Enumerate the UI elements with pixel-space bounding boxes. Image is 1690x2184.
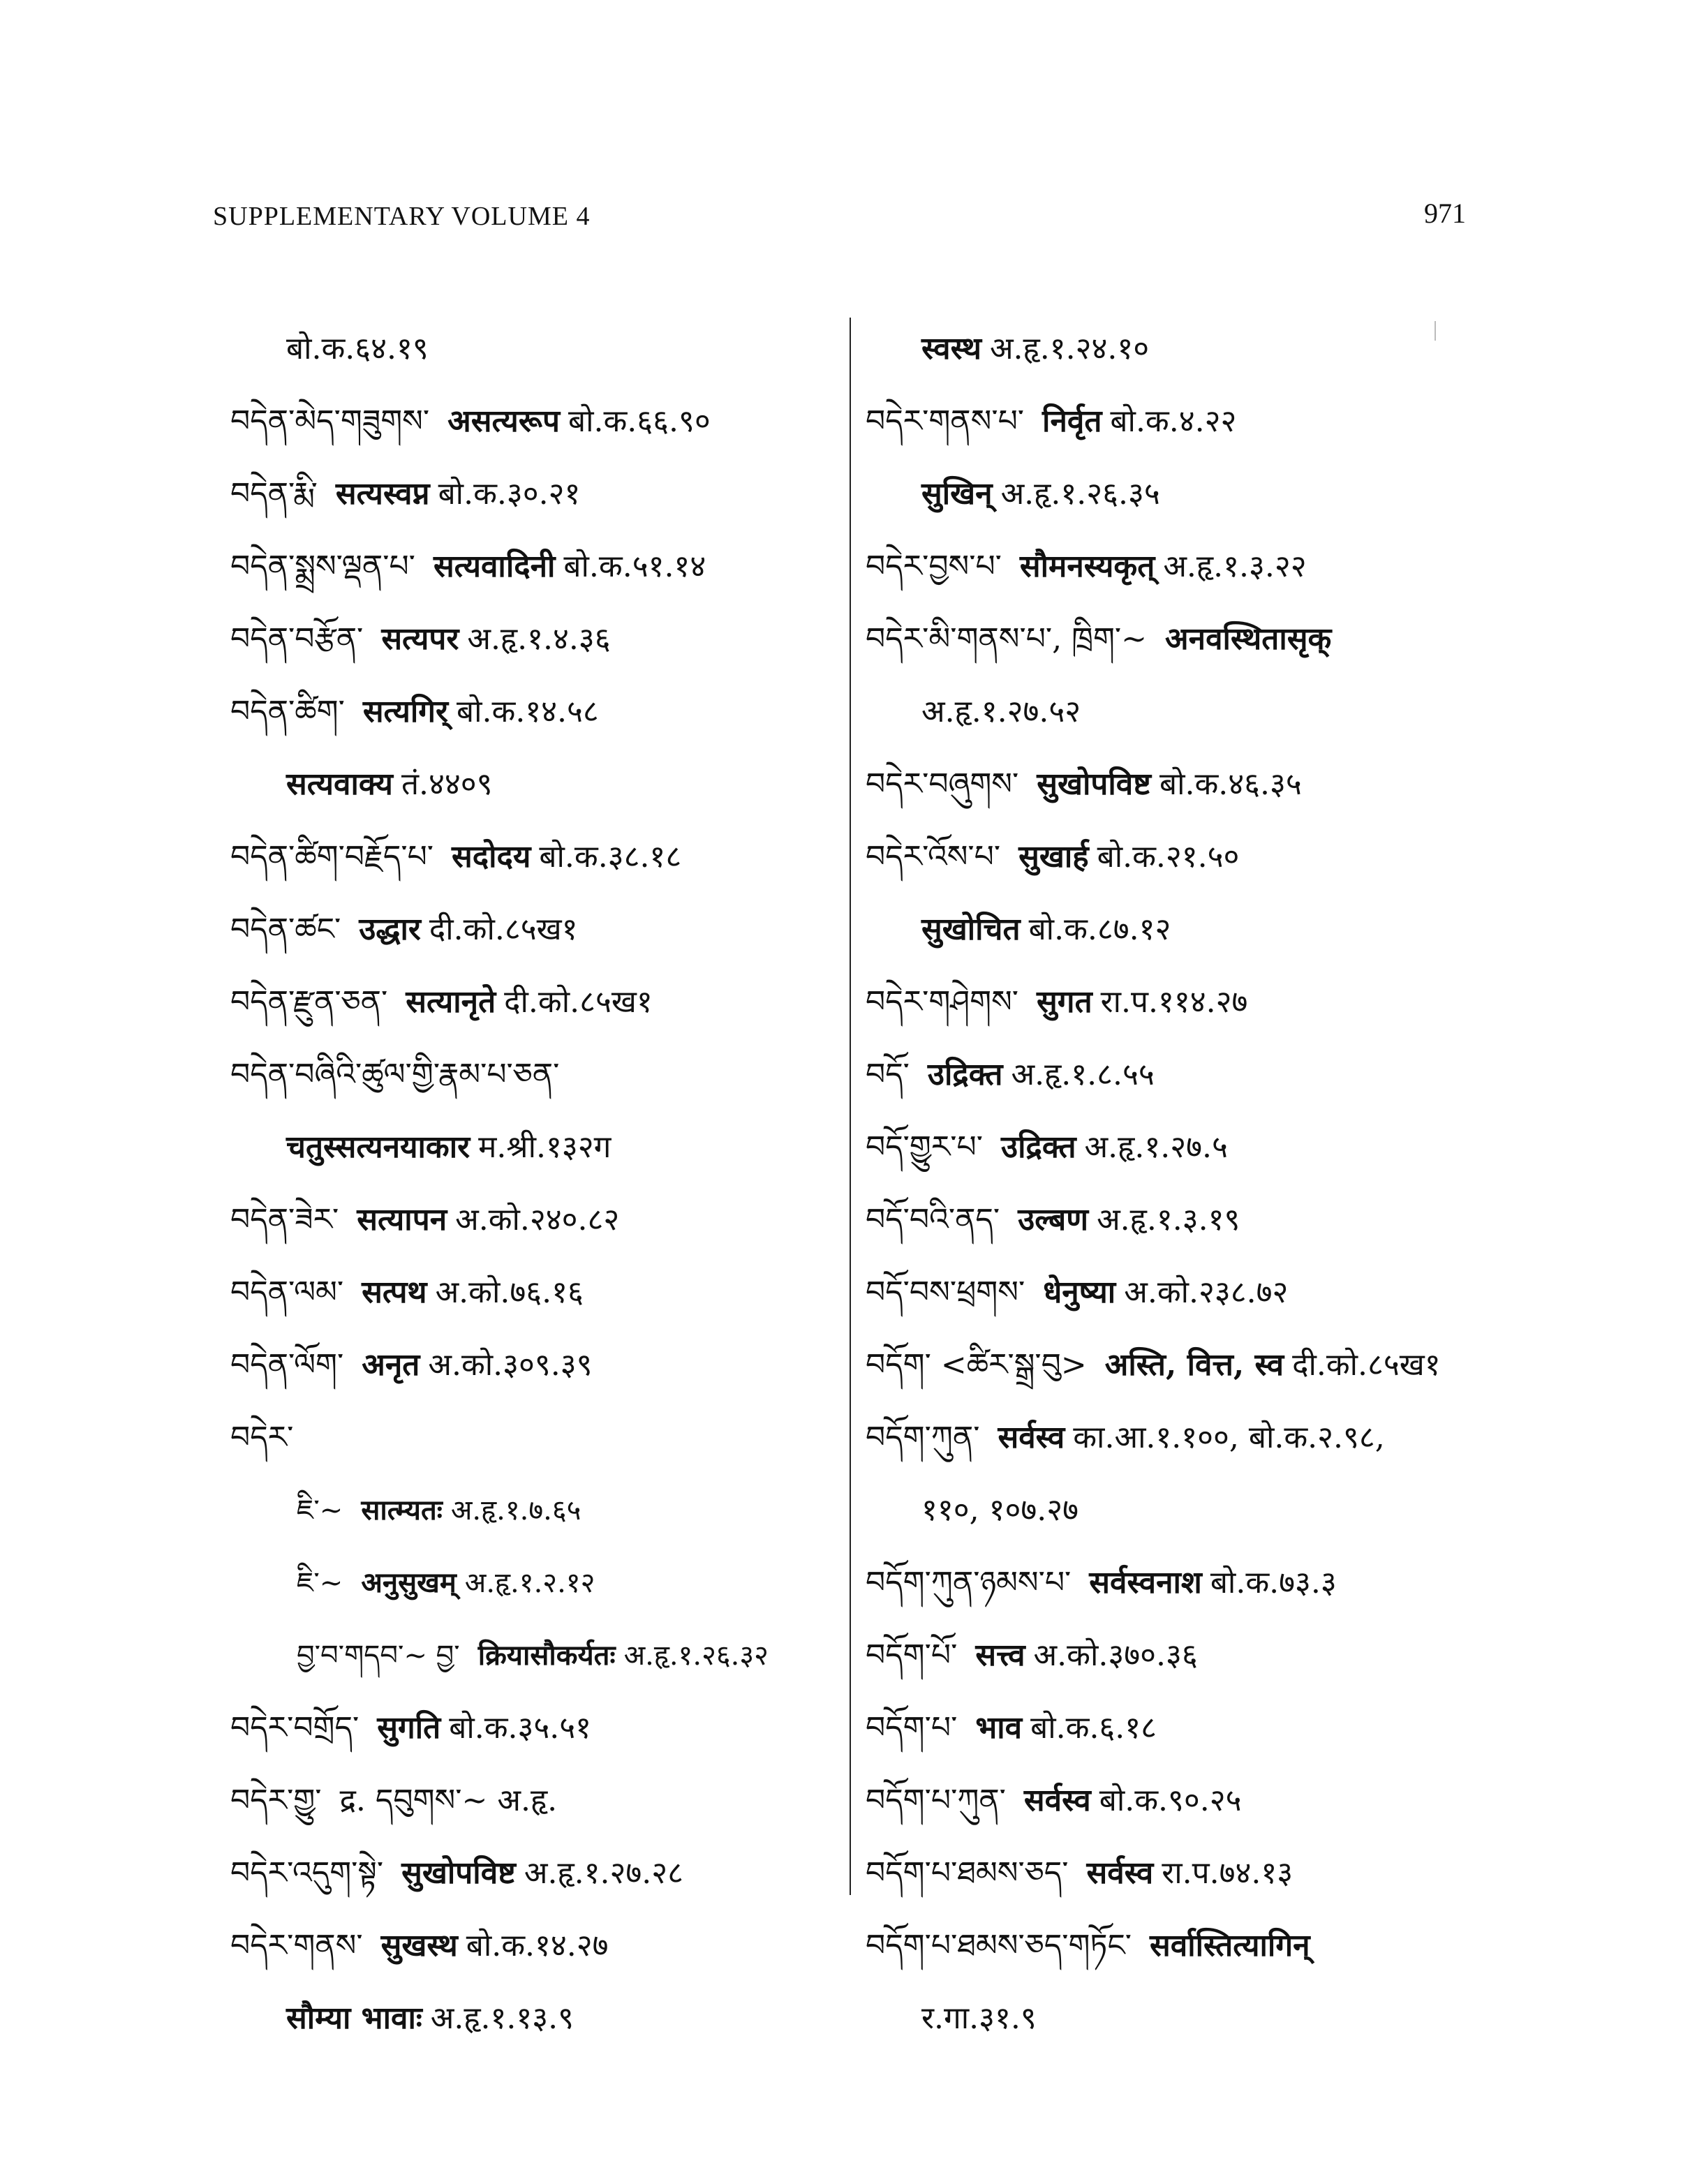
sanskrit-equivalent: धेनुष्या (1043, 1275, 1116, 1310)
source-reference: अ.हृ.१.२६.३२ (623, 1640, 769, 1672)
sanskrit-equivalent: सत्यगिर् (362, 694, 449, 729)
dictionary-entry (230, 1910, 859, 1982)
tibetan-headword: བདོག་པ་ཐམས་ཅད་ (866, 1855, 1069, 1891)
tibetan-headword: བདེར་གྱུ་ (230, 1783, 322, 1818)
source-reference: अ.हृ.१.२७.५२ (921, 694, 1081, 729)
sanskrit-equivalent: सत्यानृते (406, 984, 496, 1020)
source-reference: बो.क.३८.१८ (539, 839, 682, 875)
dictionary-entry (866, 1039, 1494, 1111)
sanskrit-equivalent: सुखोपविष्ट (1037, 766, 1151, 802)
source-reference: द्र. དབུགས་~ अ.हृ. (339, 1783, 558, 1818)
sanskrit-equivalent: स्वस्थ (921, 331, 981, 366)
dictionary-entry (866, 748, 1494, 821)
source-reference: बो.क.६६.९० (568, 403, 711, 439)
source-reference: बो.क.१४.२७ (466, 1928, 609, 1963)
tibetan-headword: བདེར་གནས་ (230, 1928, 363, 1963)
dictionary-entry (230, 966, 859, 1039)
tibetan-headword: བདོག་པ་ཀུན་ (866, 1783, 1006, 1818)
sanskrit-equivalent: भाव (975, 1710, 1023, 1746)
sanskrit-equivalent: सर्वस्व (1086, 1855, 1154, 1891)
running-header: SUPPLEMENTARY VOLUME 4 (213, 202, 591, 231)
source-reference: अ.को.७६.१६ (435, 1275, 584, 1310)
tibetan-headword: བདེར་གཤེགས་ (866, 984, 1019, 1020)
source-reference: बो.क.४६.३५ (1159, 766, 1302, 802)
dictionary-entry (866, 1184, 1494, 1256)
dictionary-entry (866, 966, 1494, 1039)
sanskrit-equivalent: सुखिन् (921, 476, 993, 512)
dictionary-entry (230, 1329, 859, 1402)
tibetan-headword: བདོག་ཀུན་ཉམས་པ་ (866, 1565, 1072, 1600)
left-column (230, 313, 859, 2055)
sanskrit-equivalent: सुगति (377, 1710, 441, 1746)
dictionary-entry (230, 1982, 859, 2055)
sanskrit-equivalent: अनृत (362, 1347, 420, 1383)
source-reference: अ.हृ.१.२४.१० (989, 331, 1150, 366)
tibetan-headword: བདེར་འོས་པ་ (866, 839, 1001, 875)
dictionary-entry (866, 821, 1494, 893)
source-reference: रा.प.११४.२७ (1100, 984, 1248, 1020)
source-reference: अ.हृ.१.२.१२ (464, 1567, 595, 1599)
sanskrit-equivalent: उद्रिक्त (1001, 1129, 1076, 1165)
source-reference: अ.को.२४०.८२ (455, 1202, 620, 1238)
source-reference: बो.क.८७.१२ (1028, 912, 1171, 947)
tibetan-headword: བདེར་བཞུགས་ (866, 766, 1019, 802)
tibetan-headword: བདེན་རྫུན་ཅན་ (230, 984, 388, 1020)
source-reference: दी.को.८५ख१ (429, 912, 578, 947)
source-reference: बो.क.९०.२५ (1099, 1783, 1242, 1818)
sanskrit-equivalent: अनवस्थितासृक् (1165, 621, 1332, 657)
source-reference: बो.क.३५.५१ (449, 1710, 592, 1746)
sanskrit-equivalent: असत्यरूप (447, 403, 560, 439)
tibetan-headword: བདེར་མི་གནས་པ་, ཁྲིག་~ (866, 621, 1148, 657)
dictionary-entry (866, 1765, 1494, 1837)
dictionary-entry (230, 385, 859, 458)
tibetan-headword: བདེན་ཚིག་བརྗོད་པ་ (230, 839, 434, 875)
sanskrit-equivalent: चतुस्सत्यनयाकार (286, 1129, 470, 1165)
dictionary-entry (866, 1837, 1494, 1910)
source-reference: का.आ.१.१००, बो.क.२.९८, (1073, 1420, 1385, 1455)
tibetan-headword: བདོག་ <ཚིར་སྒྲ་བུ> (866, 1347, 1087, 1383)
sanskrit-equivalent: सदोदय (452, 839, 531, 875)
tibetan-headword: ཇི་~ (297, 1494, 343, 1526)
dictionary-entry (230, 458, 859, 530)
source-reference: अ.को.३०९.३९ (428, 1347, 593, 1383)
tibetan-headword: བདེན་ལོག་ (230, 1347, 344, 1383)
tibetan-headword: བདེན་ཟེར་ (230, 1202, 339, 1238)
dictionary-entry (866, 458, 1494, 530)
dictionary-entry (866, 893, 1494, 966)
tibetan-headword: བྱ་བ་གདབ་~ བྱ་ (297, 1640, 460, 1672)
right-column (866, 313, 1494, 2055)
dictionary-entry (230, 1402, 859, 1474)
sanskrit-equivalent: उद्रिक्त (927, 1057, 1003, 1092)
source-reference: अ.हृ.१.२७.५ (1084, 1129, 1228, 1165)
tibetan-headword: བདོ་གྱུར་པ་ (866, 1129, 983, 1165)
tibetan-headword: བདོག་པ་ (866, 1710, 958, 1746)
source-reference: बो.क.६.१८ (1030, 1710, 1157, 1746)
dictionary-entry (866, 1329, 1494, 1402)
source-reference: बो.क.६४.१९ (286, 331, 429, 366)
tibetan-headword: ཇི་~ (297, 1567, 343, 1599)
column-divider (850, 318, 851, 1895)
dictionary-entry (866, 1692, 1494, 1765)
tibetan-headword: བདེན་ལམ་ (230, 1275, 344, 1310)
dictionary-entry (230, 676, 859, 748)
sanskrit-equivalent: अस्ति, वित्त, स्व (1104, 1347, 1284, 1383)
sanskrit-equivalent: सत्पथ (362, 1275, 427, 1310)
tibetan-headword: བདེན་བཞིའི་ཚུལ་གྱི་རྣམ་པ་ཅན་ (230, 1057, 560, 1092)
sanskrit-equivalent: सुगत (1037, 984, 1092, 1020)
sanskrit-equivalent: सुखोपविष्ट (401, 1855, 516, 1891)
source-reference: अ.को.३७०.३६ (1033, 1637, 1198, 1673)
dictionary-entry (866, 1619, 1494, 1692)
tibetan-headword: བདེར་ (230, 1420, 294, 1455)
dictionary-entry (230, 1039, 859, 1111)
dictionary-entry (230, 1256, 859, 1329)
source-reference: म.श्री.१३२ग (478, 1129, 611, 1165)
sanskrit-equivalent: सत्यवादिनी (433, 549, 556, 584)
tibetan-headword: བདེར་བགྲོད་ (230, 1710, 360, 1746)
tibetan-headword: བདོག་ཀུན་ (866, 1420, 980, 1455)
dictionary-entry (866, 530, 1494, 603)
dictionary-entry (866, 1111, 1494, 1184)
dictionary-entry (230, 1765, 859, 1837)
dictionary-entry (866, 1910, 1494, 1982)
sanskrit-equivalent: सर्वास्तित्यागिन् (1150, 1928, 1310, 1963)
tibetan-headword: བདེན་སྨྲས་ལྡན་པ་ (230, 549, 415, 584)
source-reference: अ.हृ.१.४.३६ (467, 621, 611, 657)
source-reference: तं.४४०९ (401, 766, 493, 802)
dictionary-entry (230, 1547, 859, 1619)
dictionary-entry (230, 748, 859, 821)
sanskrit-equivalent: सर्वस्व (1023, 1783, 1091, 1818)
dictionary-entry (230, 313, 859, 385)
tibetan-headword: བདེར་གནས་པ་ (866, 403, 1025, 439)
dictionary-entry (230, 1184, 859, 1256)
dictionary-entry (866, 1402, 1494, 1474)
source-reference: दी.को.८५ख१ (504, 984, 653, 1020)
sanskrit-equivalent: क्रियासौकर्यतः (477, 1639, 616, 1672)
source-reference: अ.हृ.१.७.६५ (450, 1494, 581, 1526)
dictionary-entry (866, 1982, 1494, 2055)
dictionary-entry (230, 1837, 859, 1910)
sanskrit-equivalent: सौमनस्यकृत् (1019, 549, 1155, 584)
dictionary-entry (866, 603, 1494, 676)
dictionary-entry (230, 530, 859, 603)
sanskrit-equivalent: सर्वस्व (998, 1420, 1065, 1455)
source-reference: बो.क.५१.१४ (563, 549, 706, 584)
sanskrit-equivalent: सत्यपर (381, 621, 459, 657)
sanskrit-equivalent: सौम्या भावाः (286, 2000, 422, 2036)
dictionary-entry (230, 1474, 859, 1547)
dictionary-entry (866, 1256, 1494, 1329)
tibetan-headword: བདོག་པ་ཐམས་ཅད་གཏོང་ (866, 1928, 1132, 1963)
sanskrit-equivalent: अनुसुखम् (361, 1566, 457, 1599)
source-reference: बो.क.३०.२१ (438, 476, 581, 512)
tibetan-headword: བདེར་བྱས་པ་ (866, 549, 1002, 584)
sanskrit-equivalent: सत्त्व (975, 1637, 1025, 1673)
tibetan-headword: བདོག་པོ་ (866, 1637, 958, 1673)
dictionary-entry (866, 1547, 1494, 1619)
sanskrit-equivalent: सत्यस्वप्न (335, 476, 430, 512)
source-reference: बो.क.४.२२ (1110, 403, 1237, 439)
tibetan-headword: བདེན་རྨི་ (230, 476, 318, 512)
dictionary-entry (230, 1111, 859, 1184)
source-reference: अ.हृ.१.२६.३५ (1000, 476, 1160, 512)
source-reference: बो.क.७३.३ (1210, 1565, 1337, 1600)
tibetan-headword: བདེན་ཚང་ (230, 912, 341, 947)
tibetan-headword: བདེར་འདུག་སྟེ་ (230, 1855, 384, 1891)
source-reference: अ.हृ.१.१३.९ (430, 2000, 575, 2036)
sanskrit-equivalent: सर्वस्वनाश (1089, 1565, 1202, 1600)
dictionary-entry (230, 821, 859, 893)
dictionary-entry (866, 1474, 1494, 1547)
source-reference: अ.हृ.१.२७.२८ (524, 1855, 684, 1891)
source-reference: अ.हृ.१.३.२२ (1163, 549, 1307, 584)
source-reference: रा.प.७४.१३ (1162, 1855, 1294, 1891)
tibetan-headword: བདོ་ (866, 1057, 910, 1092)
sanskrit-equivalent: सात्म्यतः (361, 1494, 443, 1526)
source-reference: दी.को.८५ख१ (1292, 1347, 1441, 1383)
dictionary-entry (866, 385, 1494, 458)
sanskrit-equivalent: उल्बण (1018, 1202, 1089, 1238)
source-reference: अ.को.२३८.७२ (1124, 1275, 1289, 1310)
sanskrit-equivalent: सुखार्ह (1018, 839, 1089, 875)
tibetan-headword: བདེན་མེད་གཟུགས་ (230, 403, 430, 439)
sanskrit-equivalent: सत्यापन (357, 1202, 447, 1238)
dictionary-entry (866, 676, 1494, 748)
source-reference: र.गा.३१.९ (921, 2000, 1037, 2036)
sanskrit-equivalent: सुखस्थ (380, 1928, 458, 1963)
source-reference: अ.हृ.१.८.५५ (1011, 1057, 1155, 1092)
dictionary-entry (230, 893, 859, 966)
tibetan-headword: བདེན་ཚིག་ (230, 694, 345, 729)
source-reference: अ.हृ.१.३.१९ (1097, 1202, 1240, 1238)
tibetan-headword: བདོ་བའི་ནད་ (866, 1202, 1000, 1238)
sanskrit-equivalent: सत्यवाक्य (286, 766, 393, 802)
tibetan-headword: བདེན་བརྩོན་ (230, 621, 364, 657)
sanskrit-equivalent: निर्वृत (1042, 403, 1102, 439)
source-reference: ११०, १०७.२७ (921, 1492, 1079, 1528)
dictionary-entry (230, 1619, 859, 1692)
source-reference: बो.क.२१.५० (1097, 839, 1240, 875)
sanskrit-equivalent: उद्धार (359, 912, 421, 947)
source-reference: बो.क.१४.५८ (457, 694, 599, 729)
sanskrit-equivalent: सुखोचित (921, 912, 1021, 947)
dictionary-entry (230, 1692, 859, 1765)
page-number: 971 (1424, 198, 1466, 229)
dictionary-entry (866, 313, 1494, 385)
tibetan-headword: བདོ་བས་ཕྲགས་ (866, 1275, 1025, 1310)
dictionary-entry (230, 603, 859, 676)
